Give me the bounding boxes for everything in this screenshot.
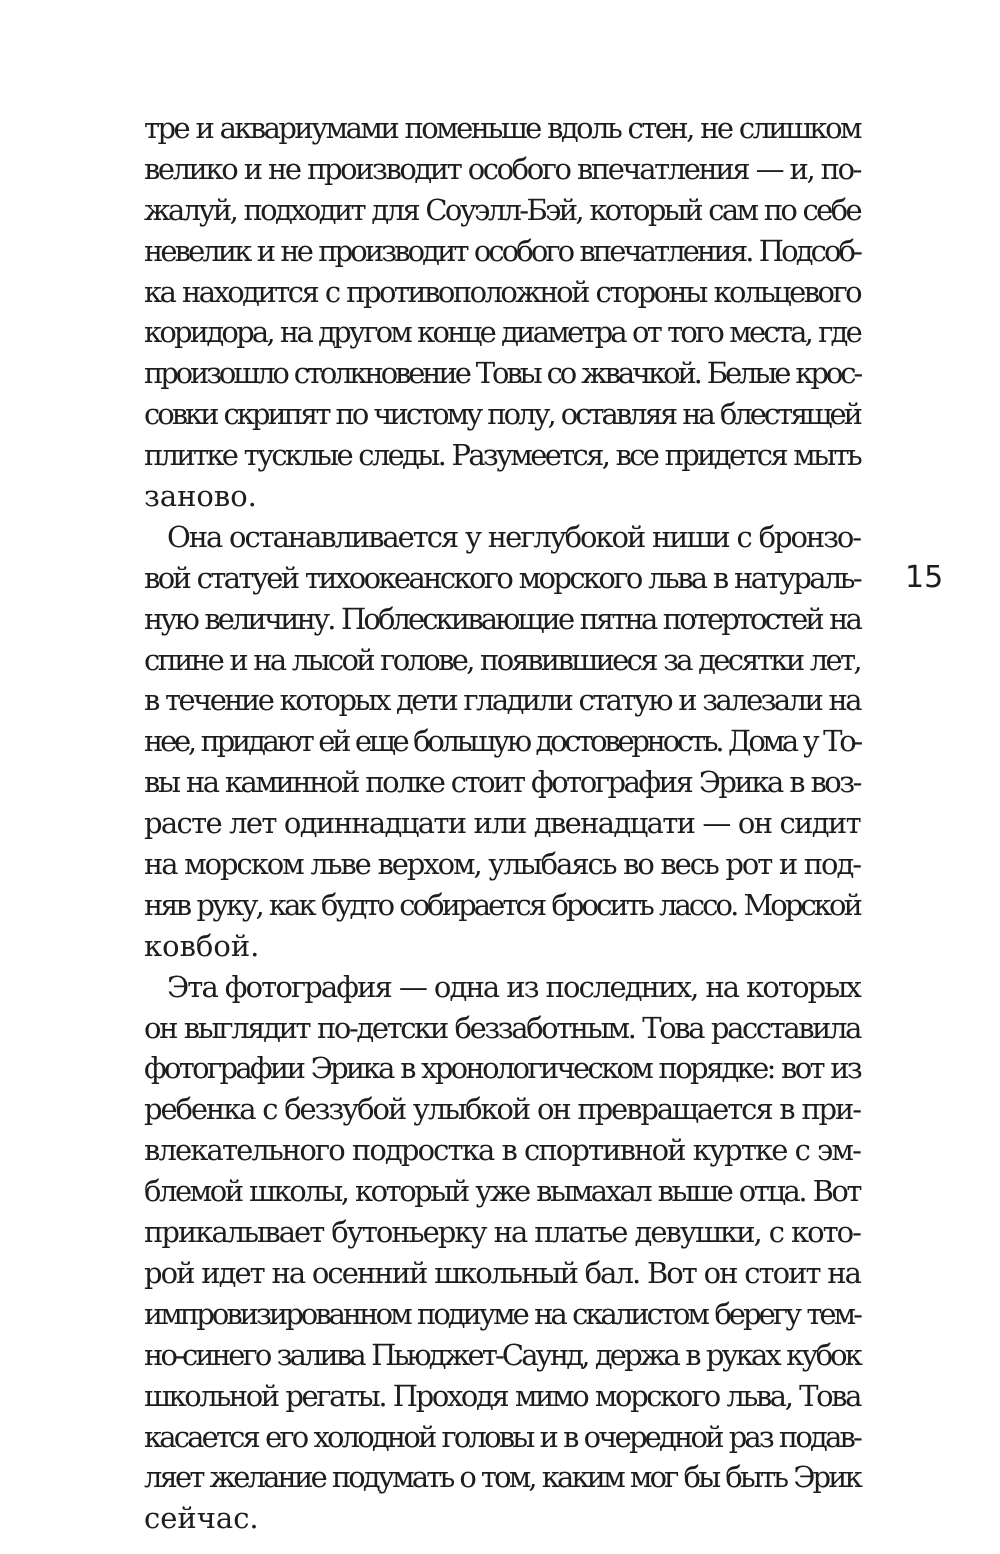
body-text — [144, 108, 860, 1539]
text-line: сейчас. — [144, 1501, 259, 1536]
text-line: но-синего залива Пьюджет-Саунд, держа в руках кубок — [144, 1337, 860, 1372]
text-line: ребенка с беззубой улыбкой он превращается в при- — [144, 1092, 860, 1127]
text-line: блемой школы, который уже вымахал выше отца. Вот — [144, 1174, 860, 1209]
text-line: касается его холодной головы и в очередной раз подав- — [144, 1419, 860, 1454]
text-line: велико и не производит особого впечатления — и, по- — [144, 151, 860, 186]
text-line: ляет желание подумать о том, каким мог бы быть Эрик — [144, 1460, 860, 1495]
text-line: ковбой. — [144, 928, 260, 963]
page-number: 15 — [905, 560, 944, 595]
text-line: он выглядит по-детски беззаботным. Това расставила — [144, 1010, 860, 1045]
text-line: ную величину. Поблескивающие пятна потертостей на — [144, 601, 860, 636]
text-line: спине и на лысой голове, появившиеся за десятки лет, — [144, 642, 860, 677]
text-line: совки скрипят по чистому полу, оставляя на блестящей — [144, 397, 860, 432]
text-line: вой статуей тихоокеанского морского льва в натураль- — [144, 560, 860, 595]
text-line: Эта фотография — одна из последних, на которых — [167, 969, 860, 1004]
paragraph-2 — [144, 517, 860, 967]
text-line: плитке тусклые следы. Разумеется, все придется мыть — [144, 438, 860, 473]
text-line: в течение которых дети гладили статую и залезали на — [144, 683, 860, 718]
text-line: нее, придают ей еще большую достоверность. Дома у То- — [144, 724, 860, 759]
text-line: вы на каминной полке стоит фотография Эрика в воз- — [144, 765, 860, 800]
text-line: рой идет на осенний школьный бал. Вот он стоит на — [144, 1255, 860, 1290]
text-line: заново. — [144, 479, 257, 514]
text-line: Она останавливается у неглубокой ниши с бронзо- — [167, 519, 860, 554]
text-line: няв руку, как будто собирается бросить лассо. Морской — [144, 887, 860, 922]
paragraph-3 — [144, 967, 860, 1539]
text-line: тре и аквариумами поменьше вдоль стен, не слишком — [144, 111, 860, 145]
text-line: ка находится с противоположной стороны кольцевого — [144, 274, 860, 309]
text-line: импровизированном подиуме на скалистом берегу тем- — [144, 1296, 860, 1331]
text-line: невелик и не производит особого впечатления. Подсоб- — [144, 233, 860, 268]
paragraph-1 — [144, 108, 860, 517]
text-line: жалуй, подходит для Соуэлл-Бэй, который сам по себе — [144, 192, 860, 227]
text-line: прикалывает бутоньерку на платье девушки, с кото- — [144, 1215, 860, 1250]
text-line: на морском льве верхом, улыбаясь во весь рот и под- — [144, 847, 860, 882]
text-line: расте лет одиннадцати или двенадцати — он сидит — [144, 806, 860, 841]
text-line: фотографии Эрика в хронологическом порядке: вот из — [144, 1051, 860, 1086]
text-line: влекательного подростка в спортивной куртке с эм- — [144, 1133, 860, 1168]
text-line: произошло столкновение Товы со жвачкой. Белые крос- — [144, 356, 860, 391]
text-line: коридора, на другом конце диаметра от того места, где — [144, 315, 860, 350]
text-line: школьной регаты. Проходя мимо морского льва, Това — [144, 1378, 860, 1413]
